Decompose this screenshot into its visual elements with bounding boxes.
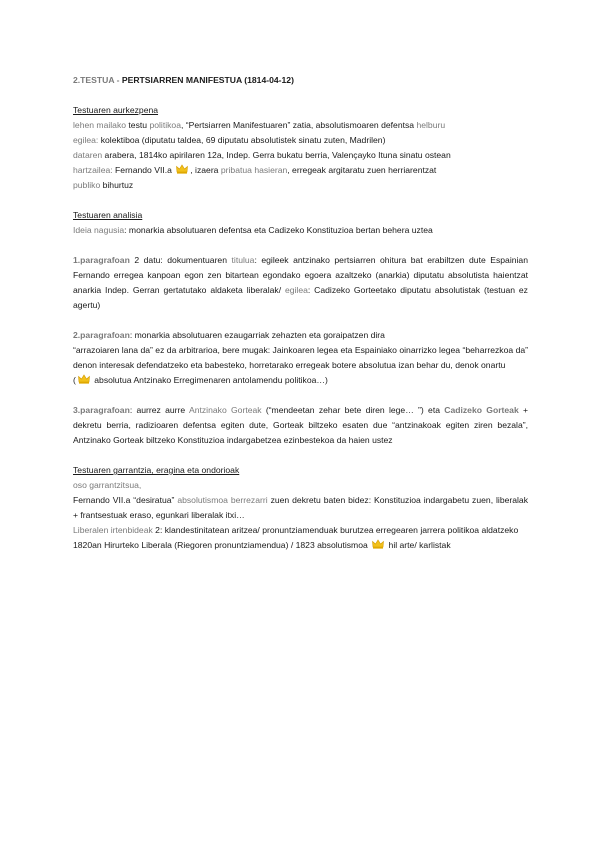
text: testu [126,120,150,130]
text: : monarkia absolutuaren defentsa eta Cadizeko Konstituzioa bertan behera uztea [124,225,433,235]
kw-berrezarri: berrezarri [230,495,268,505]
paragraph-2-body: “arrazoiaren lana da” ez da arbitrarioa, bere mugak: Jainkoaren legea eta Espainiako oinarrizko legea “beharrezkoa da” denon interesak defendatzeko eta babesteko, horretarako erregeak botere absolutua izan behar du, denok onartu [73,345,528,370]
kw-politikoa: politikoa [149,120,181,130]
ideia-nagusia [73,223,528,238]
kw-helburu: helburu [416,120,446,130]
paragraph-1 [73,253,528,313]
garrantzia-line-2 [73,493,528,523]
title-main: PERTSIARREN MANIFESTUA [121,75,242,85]
kw-cadizeko-gorteak: Cadizeko Gorteak [444,405,519,415]
kw-paragrafoa-3: 3.paragrafoan [73,405,130,415]
garrantzia-line-4 [73,538,528,553]
kw-ideia-nagusia: Ideia nagusia [73,225,125,235]
text: Fernando VII.a [112,165,175,175]
text: (“mendeetan zehar bete diren lege… ”) eta [261,405,445,415]
document-body [73,73,528,553]
paragraph-2-intro [73,328,528,343]
section-garrantzia [73,463,528,553]
kw-antzinako-gorteak: Antzinako Gorteak [188,405,262,415]
crown-icon [372,539,384,549]
crown-icon [78,374,90,384]
text: , izaera [190,165,221,175]
section-analisia [73,208,528,448]
paragraph-3 [73,403,528,448]
text: kolektiboa (diputatu taldea, 69 diputatu absolutistek sinatu zuten, Madrilen) [98,135,386,145]
text: : aurrez aurre [129,405,189,415]
aurkezpena-line-2 [73,133,528,148]
heading-analisia: Testuaren analisia [73,210,143,220]
heading-aurkezpena: Testuaren aurkezpena [73,105,159,115]
aurkezpena-line-4 [73,163,528,178]
text: absolutua Antzinako Erregimenaren antolamendu politikoa…) [91,375,328,385]
title-date: (1814-04-12) [241,75,294,85]
document-title [73,73,528,88]
text: ( [73,375,76,385]
text: , erregeak argitaratu zuen herriarentzat [287,165,437,175]
heading-garrantzia: Testuaren garrantzia, eragina eta ondorioak [73,465,240,475]
title-number: 2.TESTUA - [73,75,122,85]
section-aurkezpena [73,103,528,193]
kw-paragrafoa-2: 2.paragrafoan [73,330,130,340]
garrantzia-line-3 [73,523,528,538]
text: Fernando VII.a “desiratua” [73,495,178,505]
text: arabera, 1814ko apirilaren 12a, Indep. Gerra bukatu berria, Valençayko Ituna sinatu ostean [102,150,451,160]
kw-egilea: egilea [284,285,308,295]
paragraph-2-note [73,373,528,388]
text: : Cadizeko Gorteetako diputatu absolutistak (testuan ez agertu) [73,285,528,310]
kw-dataren: dataren [73,150,103,160]
kw-liberalen-irtenbideak: Liberalen irtenbideak [73,525,153,535]
kw-lehen-mailako: lehen mailako [73,120,127,130]
text: , “Pertsiarren Manifestuaren” zatia, absolutismoaren defentsa [180,120,417,130]
kw-hartzailea: hartzailea: [73,165,113,175]
kw-paragrafoa-1: 1.paragrafoan [73,255,130,265]
aurkezpena-line-1 [73,118,528,133]
crown-icon [176,164,188,174]
text: zuen dekretu baten bidez: Konstituzioa indargabetu zuen, liberalak + frantsestuak eraso, egunkari liberalak itxi… [73,495,529,520]
text: + dekretu berria, radizioaren defentsa egiten dute, Gorteak biltzeko esaten due “antzinakoak egiten ziren bezala”, Antzinako Gorteak biltzeko Konstituzioa indargabetzea ezinbestekoa da haien ustez [73,405,529,445]
aurkezpena-line-5 [73,178,528,193]
text: 2 datu: dokumentuaren [129,255,232,265]
text: 1820an Hirurteko Liberala (Riegoren pronuntziamendua) / 1823 absolutismoa [73,540,371,550]
kw-pribatua: pribatua [220,165,252,175]
kw-titulua: titulua [231,255,255,265]
text: bihurtuz [100,180,134,190]
aurkezpena-line-3 [73,148,528,163]
text: : monarkia absolutuaren ezaugarriak zehazten eta goraipatzen dira [129,330,385,340]
garrantzia-line-1: oso garrantzitsua, [73,480,142,490]
kw-egilea: egilea: [73,135,99,145]
kw-hasieran: hasieran [254,165,288,175]
text: hil arte/ karlistak [386,540,451,550]
text: 2: klandestinitatean aritzea/ pronuntziamenduak burutzea erregearen jarrera politikoa aldatzeko [152,525,519,535]
text: : egileek antzinako pertsiarren ohitura bat erabiltzen dute Espainian Fernando erregea kanpoan egon zen bitartean egondako egoera azaltzeko (anarkia) diputatu absolutista haientzat anarkia Indep. Gerran gertatutako aldaketa liberalak/ [73,255,528,295]
kw-publiko: publiko [73,180,101,190]
kw-absolutismoa: absolutismoa [177,495,228,505]
